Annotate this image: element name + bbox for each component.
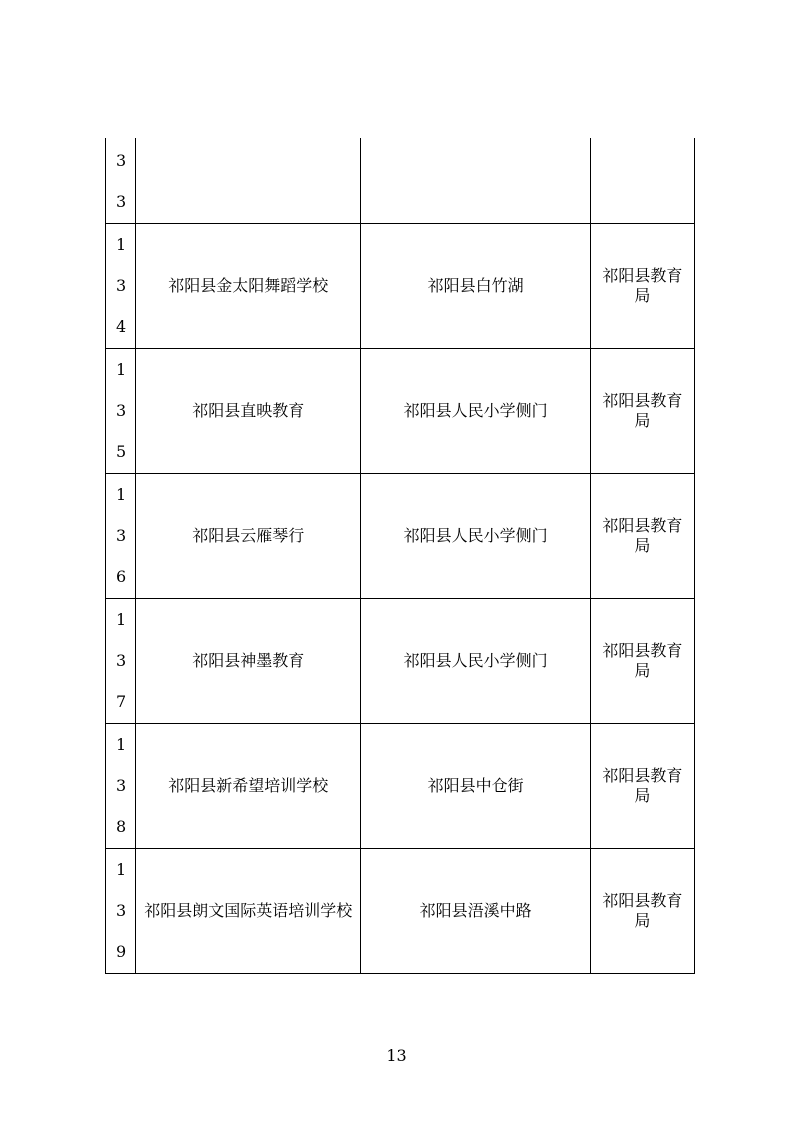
row-number-cell xyxy=(106,348,136,473)
row-number-digit: 3 xyxy=(116,400,127,420)
row-number-digit: 1 xyxy=(116,234,127,254)
table-row xyxy=(106,473,695,598)
row-number-digit: 3 xyxy=(116,525,127,545)
row-number-digit: 1 xyxy=(116,359,127,379)
table-row xyxy=(106,348,695,473)
record-table xyxy=(105,138,695,974)
row-number-digit: 1 xyxy=(116,484,127,504)
row-number-digit: 1 xyxy=(116,859,127,879)
row-number-cell xyxy=(106,138,136,223)
department-cell: 祁阳县教育局 xyxy=(590,223,694,348)
table-row xyxy=(106,848,695,973)
department-cell: 祁阳县教育局 xyxy=(590,723,694,848)
institution-name-cell: 祁阳县朗文国际英语培训学校 xyxy=(136,848,361,973)
department-cell xyxy=(590,138,694,223)
row-number-digit: 3 xyxy=(116,192,127,211)
page-number: 13 xyxy=(386,1046,407,1065)
row-number-digit: 3 xyxy=(116,151,127,170)
row-number-digit: 3 xyxy=(116,775,127,795)
department-cell: 祁阳县教育局 xyxy=(590,473,694,598)
department-cell: 祁阳县教育局 xyxy=(590,598,694,723)
address-cell: 祁阳县人民小学侧门 xyxy=(361,473,590,598)
institution-name-cell: 祁阳县直映教育 xyxy=(136,348,361,473)
row-number-digit: 9 xyxy=(116,941,127,961)
row-number-digit: 3 xyxy=(116,650,127,670)
table-row xyxy=(106,598,695,723)
address-cell: 祁阳县人民小学侧门 xyxy=(361,348,590,473)
institution-name-cell: 祁阳县新希望培训学校 xyxy=(136,723,361,848)
institution-name-cell: 祁阳县云雁琴行 xyxy=(136,473,361,598)
row-number-digit: 5 xyxy=(116,441,127,461)
row-number-cell xyxy=(106,598,136,723)
row-number-digit: 8 xyxy=(116,816,127,836)
table-row xyxy=(106,723,695,848)
row-number-digit: 7 xyxy=(116,691,127,711)
institution-name-cell: 祁阳县神墨教育 xyxy=(136,598,361,723)
address-cell: 祁阳县浯溪中路 xyxy=(361,848,590,973)
address-cell: 祁阳县中仓街 xyxy=(361,723,590,848)
address-cell: 祁阳县人民小学侧门 xyxy=(361,598,590,723)
institution-name-cell: 祁阳县金太阳舞蹈学校 xyxy=(136,223,361,348)
row-number-digit: 4 xyxy=(116,316,127,336)
row-number-digit: 6 xyxy=(116,566,127,586)
address-cell: 祁阳县白竹湖 xyxy=(361,223,590,348)
row-number-cell xyxy=(106,848,136,973)
row-number-cell xyxy=(106,723,136,848)
row-number-digit: 3 xyxy=(116,275,127,295)
department-cell: 祁阳县教育局 xyxy=(590,348,694,473)
table-row xyxy=(106,223,695,348)
row-number-cell xyxy=(106,473,136,598)
row-number-cell xyxy=(106,223,136,348)
row-number-digit: 1 xyxy=(116,609,127,629)
row-number-digit: 3 xyxy=(116,900,127,920)
department-cell: 祁阳县教育局 xyxy=(590,848,694,973)
table-row xyxy=(106,138,695,223)
row-number-digit: 1 xyxy=(116,734,127,754)
institution-name-cell xyxy=(136,138,361,223)
address-cell xyxy=(361,138,590,223)
